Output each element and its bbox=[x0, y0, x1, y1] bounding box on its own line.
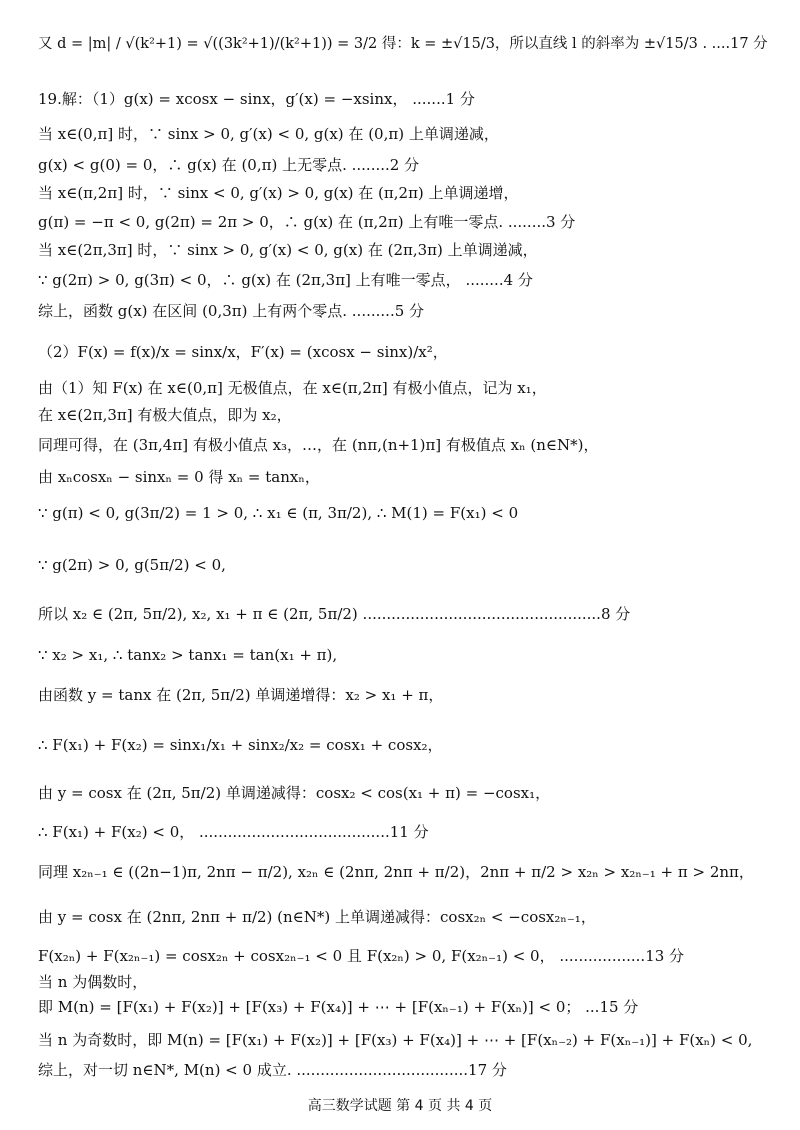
line-text: 在 x∈(2π,3π] 有极大值点，即为 x₂， bbox=[38, 406, 292, 424]
text-line bbox=[38, 946, 780, 966]
line-text: 19.解：（1）g(x) = xcosx − sinx，g′(x) = −xsinx， .......1 分 bbox=[38, 90, 475, 108]
line-text: 由函数 y = tanx 在 (2π, 5π/2) 单调递增得：x₂ > x₁ + π， bbox=[38, 686, 444, 704]
text-line bbox=[38, 604, 780, 624]
line-text: ∴ F(x₁) + F(x₂) = sinx₁/x₁ + sinx₂/x₂ = cosx₁ + cosx₂， bbox=[38, 736, 443, 754]
text-line bbox=[38, 1060, 780, 1080]
line-text: 又 d = |m| / √(k²+1) = √((3k²+1)/(k²+1)) = 3/2 得：k = ±√15/3，所以直线 l 的斜率为 ±√15/3 . ....17 分 bbox=[38, 36, 768, 52]
text-line bbox=[38, 972, 780, 992]
text-line bbox=[38, 89, 780, 109]
text-line bbox=[38, 467, 780, 487]
line-text: 由 y = cosx 在 (2π, 5π/2) 单调递减得：cosx₂ < cos(x₁ + π) = −cosx₁， bbox=[38, 784, 551, 802]
line-text: g(π) = −π < 0, g(2π) = 2π > 0，∴ g(x) 在 (π,2π) 上有唯一零点. ........3 分 bbox=[38, 213, 576, 231]
text-line bbox=[38, 783, 780, 803]
line-text: ∵ g(2π) > 0, g(5π/2) < 0, bbox=[38, 556, 226, 574]
text-line bbox=[38, 822, 780, 842]
page-footer: 高三数学试题 第 4 页 共 4 页 bbox=[307, 1098, 493, 1114]
line-text: F(x₂ₙ) + F(x₂ₙ₋₁) = cosx₂ₙ + cosx₂ₙ₋₁ < 0 且 F(x₂ₙ) > 0, F(x₂ₙ₋₁) < 0， ..................13 分 bbox=[38, 947, 685, 965]
line-text: 当 n 为偶数时， bbox=[38, 973, 148, 991]
line-text: ∵ x₂ > x₁, ∴ tanx₂ > tanx₁ = tan(x₁ + π), bbox=[38, 646, 338, 664]
text-line bbox=[38, 503, 780, 523]
line-text: 综上，函数 g(x) 在区间 (0,3π) 上有两个零点. .........5 分 bbox=[38, 302, 425, 320]
text-line bbox=[38, 735, 780, 755]
line-text: 由 xₙcosxₙ − sinxₙ = 0 得 xₙ = tanxₙ， bbox=[38, 468, 320, 486]
text-line bbox=[38, 435, 780, 455]
text-line bbox=[38, 555, 780, 575]
line-text: ∵ g(2π) > 0, g(3π) < 0，∴ g(x) 在 (2π,3π] 上有唯一零点， ........4 分 bbox=[38, 271, 533, 289]
text-line bbox=[38, 183, 780, 203]
text-line bbox=[38, 685, 780, 705]
line-text: g(x) < g(0) = 0，∴ g(x) 在 (0,π) 上无零点. ........2 分 bbox=[38, 156, 420, 174]
line-text: 当 x∈(π,2π] 时，∵ sinx < 0, g′(x) > 0, g(x) 在 (π,2π) 上单调递增， bbox=[38, 184, 519, 202]
line-text: 当 x∈(2π,3π] 时，∵ sinx > 0, g′(x) < 0, g(x) 在 (2π,3π) 上单调递减， bbox=[38, 241, 538, 259]
line-text: 综上，对一切 n∈N*, M(n) < 0 成立. ....................................17 分 bbox=[38, 1061, 507, 1079]
text-line bbox=[38, 124, 780, 144]
line-text: 由（1）知 F(x) 在 x∈(0,π] 无极值点，在 x∈(π,2π] 有极小值点，记为 x₁， bbox=[38, 379, 547, 397]
line-text: ∴ F(x₁) + F(x₂) < 0， ........................................11 分 bbox=[38, 823, 429, 841]
line-text: （2）F(x) = f(x)/x = sinx/x，F′(x) = (xcosx − sinx)/x²， bbox=[38, 343, 448, 361]
line-text: 所以 x₂ ∈ (2π, 5π/2), x₂, x₁ + π ∈ (2π, 5π/2) ..................................................8 分 bbox=[38, 605, 631, 623]
text-line bbox=[38, 34, 780, 54]
line-text: 当 x∈(0,π] 时，∵ sinx > 0, g′(x) < 0, g(x) 在 (0,π) 上单调递减， bbox=[38, 125, 499, 143]
text-line bbox=[38, 378, 780, 398]
text-line bbox=[38, 907, 780, 927]
text-line bbox=[38, 155, 780, 175]
line-text: 同理可得，在 (3π,4π] 有极小值点 x₃，…，在 (nπ,(n+1)π] 有极值点 xₙ (n∈N*)， bbox=[38, 436, 599, 454]
line-text: 同理 x₂ₙ₋₁ ∈ ((2n−1)π, 2nπ − π/2), x₂ₙ ∈ (2nπ, 2nπ + π/2)，2nπ + π/2 > x₂ₙ > x₂ₙ₋₁ + π > 2nπ， bbox=[38, 863, 754, 881]
text-line bbox=[38, 1030, 780, 1050]
line-text: 由 y = cosx 在 (2nπ, 2nπ + π/2) (n∈N*) 上单调递减得：cosx₂ₙ < −cosx₂ₙ₋₁， bbox=[38, 908, 596, 926]
text-line bbox=[38, 342, 780, 362]
line-text: 即 M(n) = [F(x₁) + F(x₂)] + [F(x₃) + F(x₄)] + ⋯ + [F(xₙ₋₁) + F(xₙ)] < 0； ...15 分 bbox=[38, 998, 639, 1016]
text-line bbox=[38, 301, 780, 321]
text-line bbox=[38, 997, 780, 1017]
line-text: ∵ g(π) < 0, g(3π/2) = 1 > 0, ∴ x₁ ∈ (π, 3π/2), ∴ M(1) = F(x₁) < 0 bbox=[38, 504, 519, 522]
line-text: 当 n 为奇数时，即 M(n) = [F(x₁) + F(x₂)] + [F(x₃) + F(x₄)] + ⋯ + [F(xₙ₋₂) + F(xₙ₋₁)] + F(xₙ) < 0, bbox=[38, 1031, 753, 1049]
text-line bbox=[38, 862, 780, 882]
text-line bbox=[38, 645, 780, 665]
text-line bbox=[38, 405, 780, 425]
text-line bbox=[38, 270, 780, 290]
text-line bbox=[38, 240, 780, 260]
text-line bbox=[38, 212, 780, 232]
